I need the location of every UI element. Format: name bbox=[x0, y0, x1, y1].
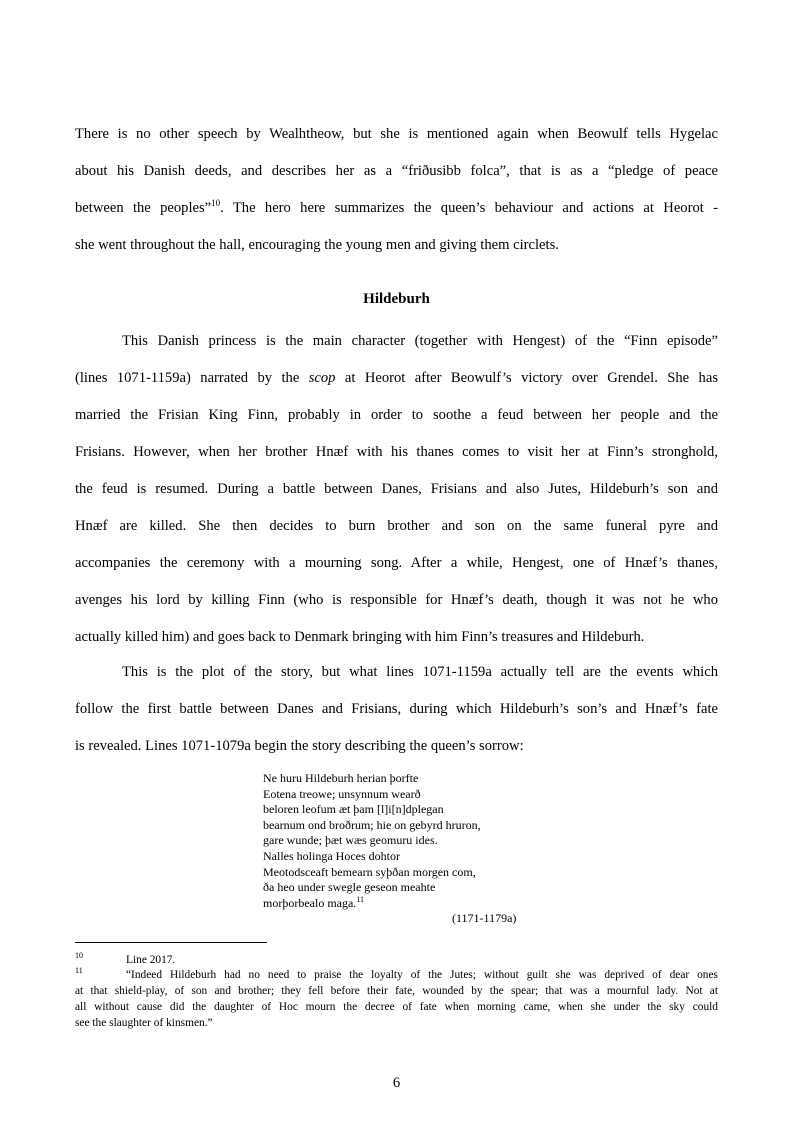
poem-line: bearnum ond broðrum; hie on gebyrd hruron, bbox=[263, 817, 481, 832]
text-line: the feud is resumed. During a battle between Danes, Frisians and also Jutes, Hildeburh’s son and bbox=[75, 481, 718, 497]
text-line: Frisians. However, when her brother Hnæf with his thanes comes to visit her at Finn’s stronghold, bbox=[75, 444, 718, 460]
paragraph-hildeburh-intro bbox=[75, 323, 718, 656]
footnote-text: see the slaughter of kinsmen.” bbox=[75, 1017, 213, 1029]
text-line: There is no other speech by Wealhtheow, but she is mentioned again when Beowulf tells Hygelac bbox=[75, 126, 718, 142]
poem-line: Nalles holinga Hoces dohtor bbox=[263, 848, 400, 863]
text-line bbox=[75, 360, 718, 397]
footnote-ref-11[interactable]: 11 bbox=[356, 894, 365, 904]
line-reference: (1171-1179a) bbox=[452, 911, 517, 925]
poem-line: Meotodsceaft bemearn syþðan morgen com, bbox=[263, 864, 476, 879]
text-line: is revealed. Lines 1071-1079a begin the story describing the queen’s sorrow: bbox=[75, 738, 524, 754]
footnote-11 bbox=[75, 967, 718, 1031]
footnote-text: all without cause did the daughter of Hoc mourn the decree of fate when morning came, when she under the sky could bbox=[75, 1001, 718, 1013]
text-line: about his Danish deeds, and describes her as a “friðusibb folca”, that is as a “pledge of peace bbox=[75, 163, 718, 179]
page-number: 6 bbox=[392, 1075, 401, 1091]
poem-line: beloren leofum æt þam [l]i[n]dplegan bbox=[263, 802, 444, 817]
text-fragment: between the peoples” bbox=[75, 200, 212, 216]
text-line: she went throughout the hall, encouraging the young men and giving them circlets. bbox=[75, 237, 559, 253]
footnote-ref-10[interactable]: 10 bbox=[211, 198, 221, 208]
poem-line: Ne huru Hildeburh herian þorfte bbox=[263, 771, 419, 785]
text-line bbox=[75, 190, 718, 227]
footnote-text: Line 2017. bbox=[126, 954, 176, 966]
text-line: This is the plot of the story, but what lines 1071-1159a actually tell are the events which bbox=[122, 664, 718, 680]
text-line: actually killed him) and goes back to Denmark bringing with him Finn’s treasures and Hildeburh. bbox=[75, 629, 645, 645]
footnote-10 bbox=[75, 952, 718, 968]
text-fragment: . The hero here summarizes the queen’s behaviour and actions at Heorot - bbox=[220, 200, 718, 216]
section-heading: Hildeburh bbox=[363, 291, 430, 307]
poem-line: Eotena treowe; unsynnum wearð bbox=[263, 786, 421, 801]
text-fragment: (lines 1071-1159a) narrated by the bbox=[75, 370, 309, 386]
text-line: Hnæf are killed. She then decides to burn brother and son on the same funeral pyre and bbox=[75, 518, 718, 534]
footnote-number: 10 bbox=[75, 951, 83, 960]
text-fragment: morþorbealo maga. bbox=[263, 895, 357, 910]
italic-term: scop bbox=[308, 370, 336, 386]
text-fragment: at Heorot after Beowulf’s victory over Grendel. She has bbox=[335, 370, 718, 386]
paragraph-plot bbox=[75, 654, 718, 765]
text-line: follow the first battle between Danes and Frisians, during which Hildeburh’s son’s and Hnæf’s fate bbox=[75, 701, 718, 717]
footnote-text: “Indeed Hildeburh had no need to praise the loyalty of the Jutes; without guilt she was deprived of dear ones bbox=[126, 969, 718, 981]
text-line: accompanies the ceremony with a mourning song. After a while, Hengest, one of Hnæf’s thanes, bbox=[75, 555, 718, 571]
footnote-number: 11 bbox=[75, 966, 83, 975]
poem-line: gare wunde; þæt wæs geomuru ides. bbox=[263, 833, 438, 848]
footnote-text: at that shield-play, of son and brother; they fell before their fate, wounded by the spear; that was a mournful lady. Not at bbox=[75, 985, 718, 997]
footnote-divider bbox=[75, 942, 267, 943]
text-line: avenges his lord by killing Finn (who is responsible for Hnæf’s death, though it was not he who bbox=[75, 592, 718, 608]
old-english-quotation bbox=[263, 771, 481, 911]
poem-line bbox=[263, 896, 481, 912]
text-line: This Danish princess is the main character (together with Hengest) of the “Finn episode” bbox=[122, 333, 718, 349]
paragraph-wealhtheow bbox=[75, 116, 718, 264]
text-line: married the Frisian King Finn, probably in order to soothe a feud between her people and the bbox=[75, 407, 718, 423]
poem-line: ða heo under swegle geseon meahte bbox=[263, 880, 436, 895]
